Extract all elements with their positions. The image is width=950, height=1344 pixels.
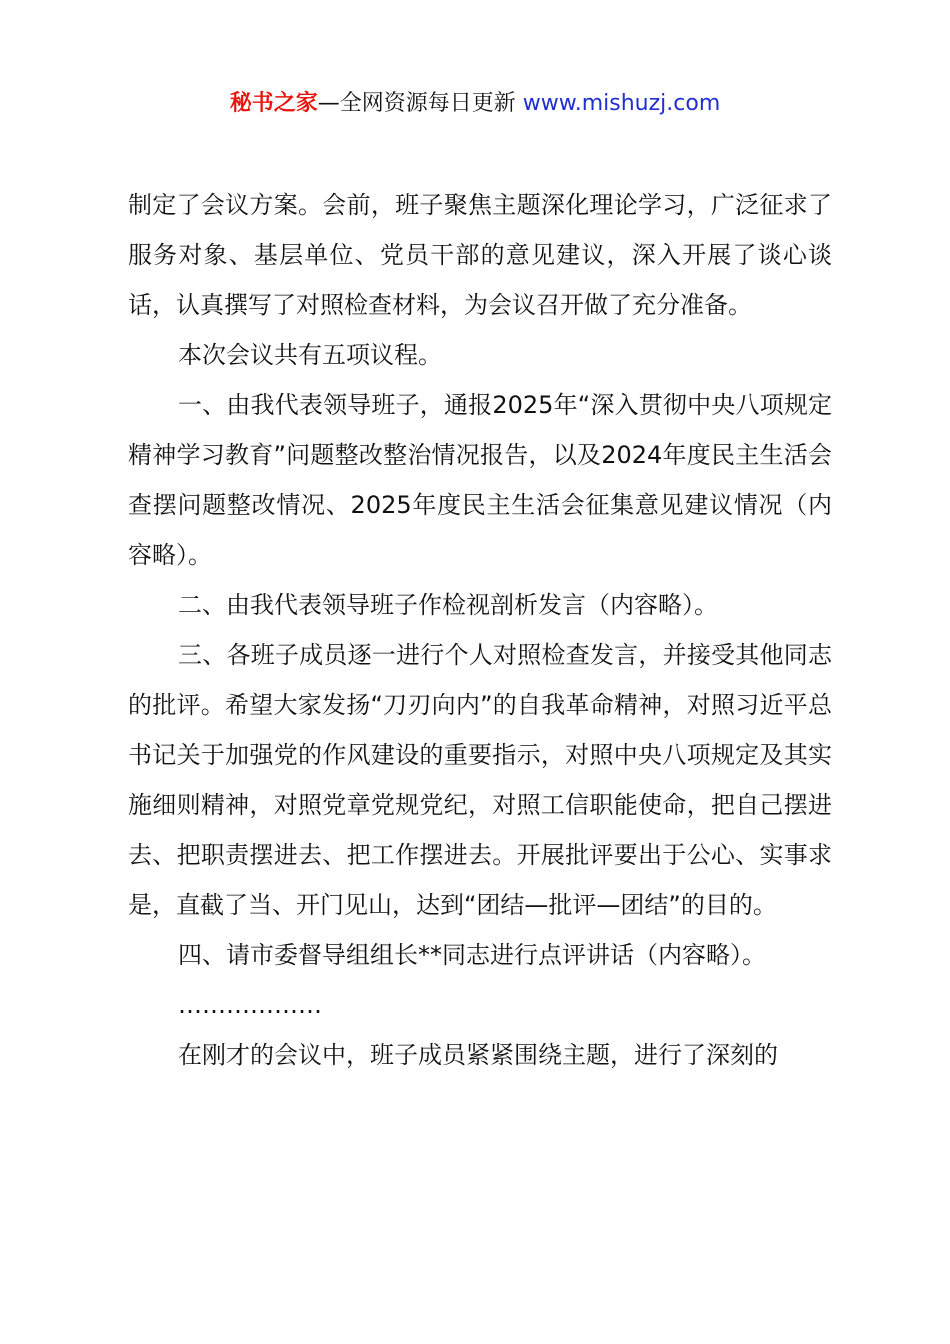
- paragraph-closing: 在刚才的会议中，班子成员紧紧围绕主题，进行了深刻的: [178, 1041, 778, 1069]
- document-body: [128, 180, 832, 1080]
- paragraph-ellipsis: ………………: [178, 991, 322, 1019]
- paragraph-agenda-item-1: 一、由我代表领导班子，通报2025年“深入贯彻中央八项规定精神学习教育”问题整改整治情况报告，以及2024年度民主生活会查摆问题整改情况、2025年度民主生活会征集意见建议情况（内容略）。: [128, 391, 832, 569]
- header-slogan: —全网资源每日更新: [317, 91, 523, 116]
- site-url-link[interactable]: www.mishuzj.com: [522, 91, 721, 116]
- site-header: [0, 86, 950, 122]
- paragraph-agenda-item-3: 三、各班子成员逐一进行个人对照检查发言，并接受其他同志的批评。希望大家发扬“刀刃向内”的自我革命精神，对照习近平总书记关于加强党的作风建设的重要指示，对照中央八项规定及其实施细则精神，对照党章党规党纪，对照工信职能使命，把自己摆进去、把职责摆进去、把工作摆进去。开展批评要出于公心、实事求是，直截了当、开门见山，达到“团结—批评—团结”的目的。: [128, 641, 832, 919]
- paragraph-agenda-intro: 本次会议共有五项议程。: [178, 341, 442, 369]
- paragraph-meeting-prep: 制定了会议方案。会前，班子聚焦主题深化理论学习，广泛征求了服务对象、基层单位、党员干部的意见建议，深入开展了谈心谈话，认真撰写了对照检查材料，为会议召开做了充分准备。: [128, 191, 832, 319]
- paragraph-agenda-item-4: 四、请市委督导组组长**同志进行点评讲话（内容略）。: [178, 941, 766, 969]
- paragraph-agenda-item-2: 二、由我代表领导班子作检视剖析发言（内容略）。: [178, 591, 718, 619]
- brand-name: 秘书之家: [229, 91, 318, 116]
